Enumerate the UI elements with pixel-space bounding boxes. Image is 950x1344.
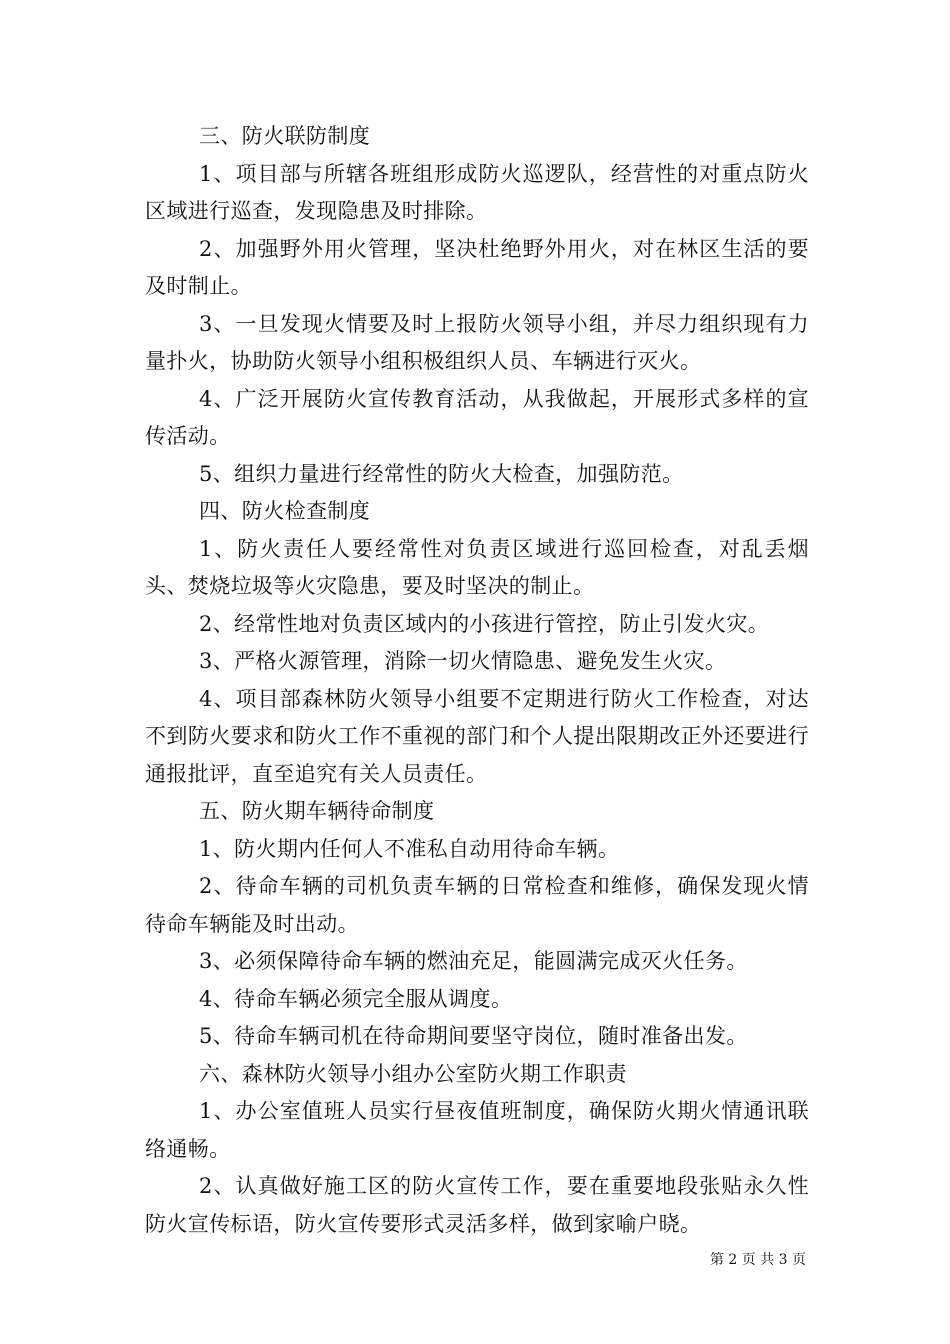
section-item: 4、广泛开展防火宣传教育活动，从我做起，开展形式多样的宣传活动。 [145, 386, 809, 448]
section-item: 1、项目部与所辖各班组形成防火巡逻队，经营性的对重点防火区域进行巡查，发现隐患及时排除。 [145, 161, 809, 223]
section-item: 3、一旦发现火情要及时上报防火领导小组，并尽力组织现有力量扑火，协助防火领导小组积极组织人员、车辆进行灭火。 [145, 311, 809, 373]
section-heading: 四、防火检查制度 [199, 499, 371, 523]
section-item: 5、组织力量进行经常性的防火大检查，加强防范。 [199, 461, 684, 486]
section-item: 4、待命车辆必须完全服从调度。 [199, 986, 513, 1011]
section-item: 3、严格火源管理，消除一切火情隐患、避免发生火灾。 [199, 649, 727, 673]
section-item: 1、防火期内任何人不准私自动用待命车辆。 [199, 836, 620, 861]
section-item: 2、加强野外用火管理，坚决杜绝野外用火，对在林区生活的要及时制止。 [145, 236, 809, 298]
section-item: 1、办公室值班人员实行昼夜值班制度，确保防火期火情通讯联络通畅。 [145, 1099, 809, 1161]
section-heading: 五、防火期车辆待命制度 [199, 799, 435, 823]
section-item: 4、项目部森林防火领导小组要不定期进行防火工作检查，对达不到防火要求和防火工作不重视的部门和个人提出限期改正外还要进行通报批评，直至追究有关人员责任。 [145, 686, 809, 786]
section-item: 2、认真做好施工区的防火宣传工作，要在重要地段张贴永久性防火宣传标语，防火宣传要形式灵活多样，做到家喻户晓。 [145, 1174, 809, 1236]
section-item: 2、待命车辆的司机负责车辆的日常检查和维修，确保发现火情待命车辆能及时出动。 [145, 874, 809, 936]
section-item: 3、必须保障待命车辆的燃油充足，能圆满完成灭火任务。 [199, 949, 748, 973]
section-heading: 六、森林防火领导小组办公室防火期工作职责 [199, 1061, 627, 1086]
section-item: 1、防火责任人要经常性对负责区域进行巡回检查，对乱丢烟头、焚烧垃圾等火灾隐患，要及时坚决的制止。 [145, 536, 809, 598]
document-body [145, 118, 809, 1243]
section-item: 5、待命车辆司机在待命期间要坚守岗位，随时准备出发。 [199, 1024, 748, 1048]
section-heading: 三、防火联防制度 [199, 124, 371, 148]
page-number: 第 2 页 共 3 页 [709, 1252, 806, 1268]
section-item: 2、经常性地对负责区域内的小孩进行管控，防止引发火灾。 [199, 611, 770, 636]
